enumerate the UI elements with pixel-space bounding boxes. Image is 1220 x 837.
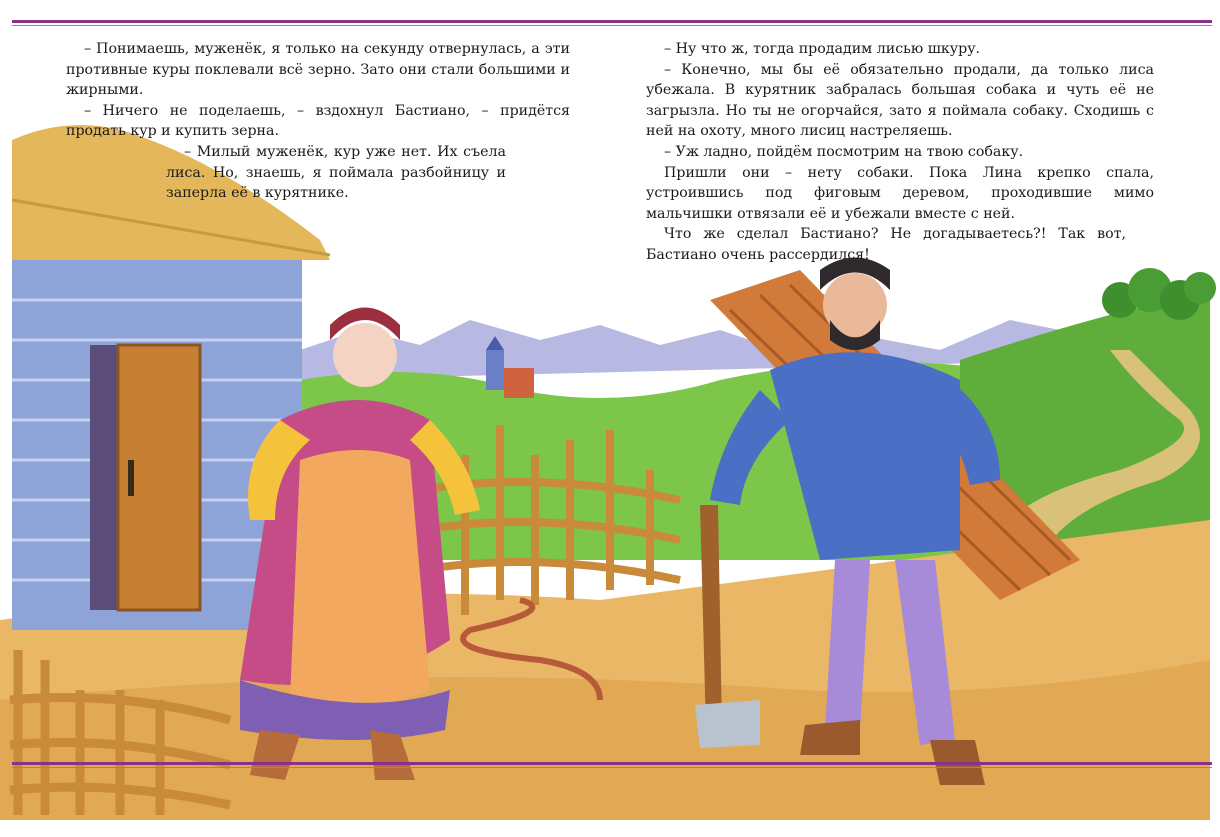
right-text-column: [646, 39, 1154, 266]
paragraph: – Милый муженёк, кур уже нет. Их съела лиса. Но, знаешь, я поймала разбойницу и заперла её в курятнике.: [166, 143, 506, 202]
paragraph: – Конечно, мы бы её обязательно продали, да только лиса убежала. В курятник забралась большая собака и чуть её не загрызла. Но ты не огорчайся, зато я поймала собаку. Сходишь с ней на охоту, много лисиц настреляешь.: [646, 61, 1154, 140]
paragraph: – Ничего не поделаешь, – вздохнул Бастиано, – придётся продать кур и купить зерна.: [66, 102, 570, 140]
bottom-rule-thin: [12, 767, 1212, 768]
paragraph: – Понимаешь, муженёк, я только на секунду отвернулась, а эти противные куры поклевали всё зерно. Зато они стали большими и жирными.: [66, 41, 570, 99]
paragraph: – Уж ладно, пойдём посмотрим на твою собаку.: [664, 143, 1024, 160]
woman-head: [333, 323, 397, 387]
door-handle: [128, 460, 134, 496]
paragraph: – Ну что ж, тогда продадим лисью шкуру.: [664, 41, 981, 57]
bottom-rule: [12, 762, 1212, 765]
axe-head: [695, 700, 760, 748]
paragraph: Пришли они – нету собаки. Пока Лина крепко спала, устроившись под фиговым деревом, проходившие мимо мальчишки отвязали её и убежали вместе с ней.: [646, 164, 1154, 222]
paragraph: Что же сделал Бастиано? Не догадываетесь?! Так вот, Бастиано очень рассердился!: [646, 226, 1126, 263]
left-text-column: [66, 39, 570, 204]
